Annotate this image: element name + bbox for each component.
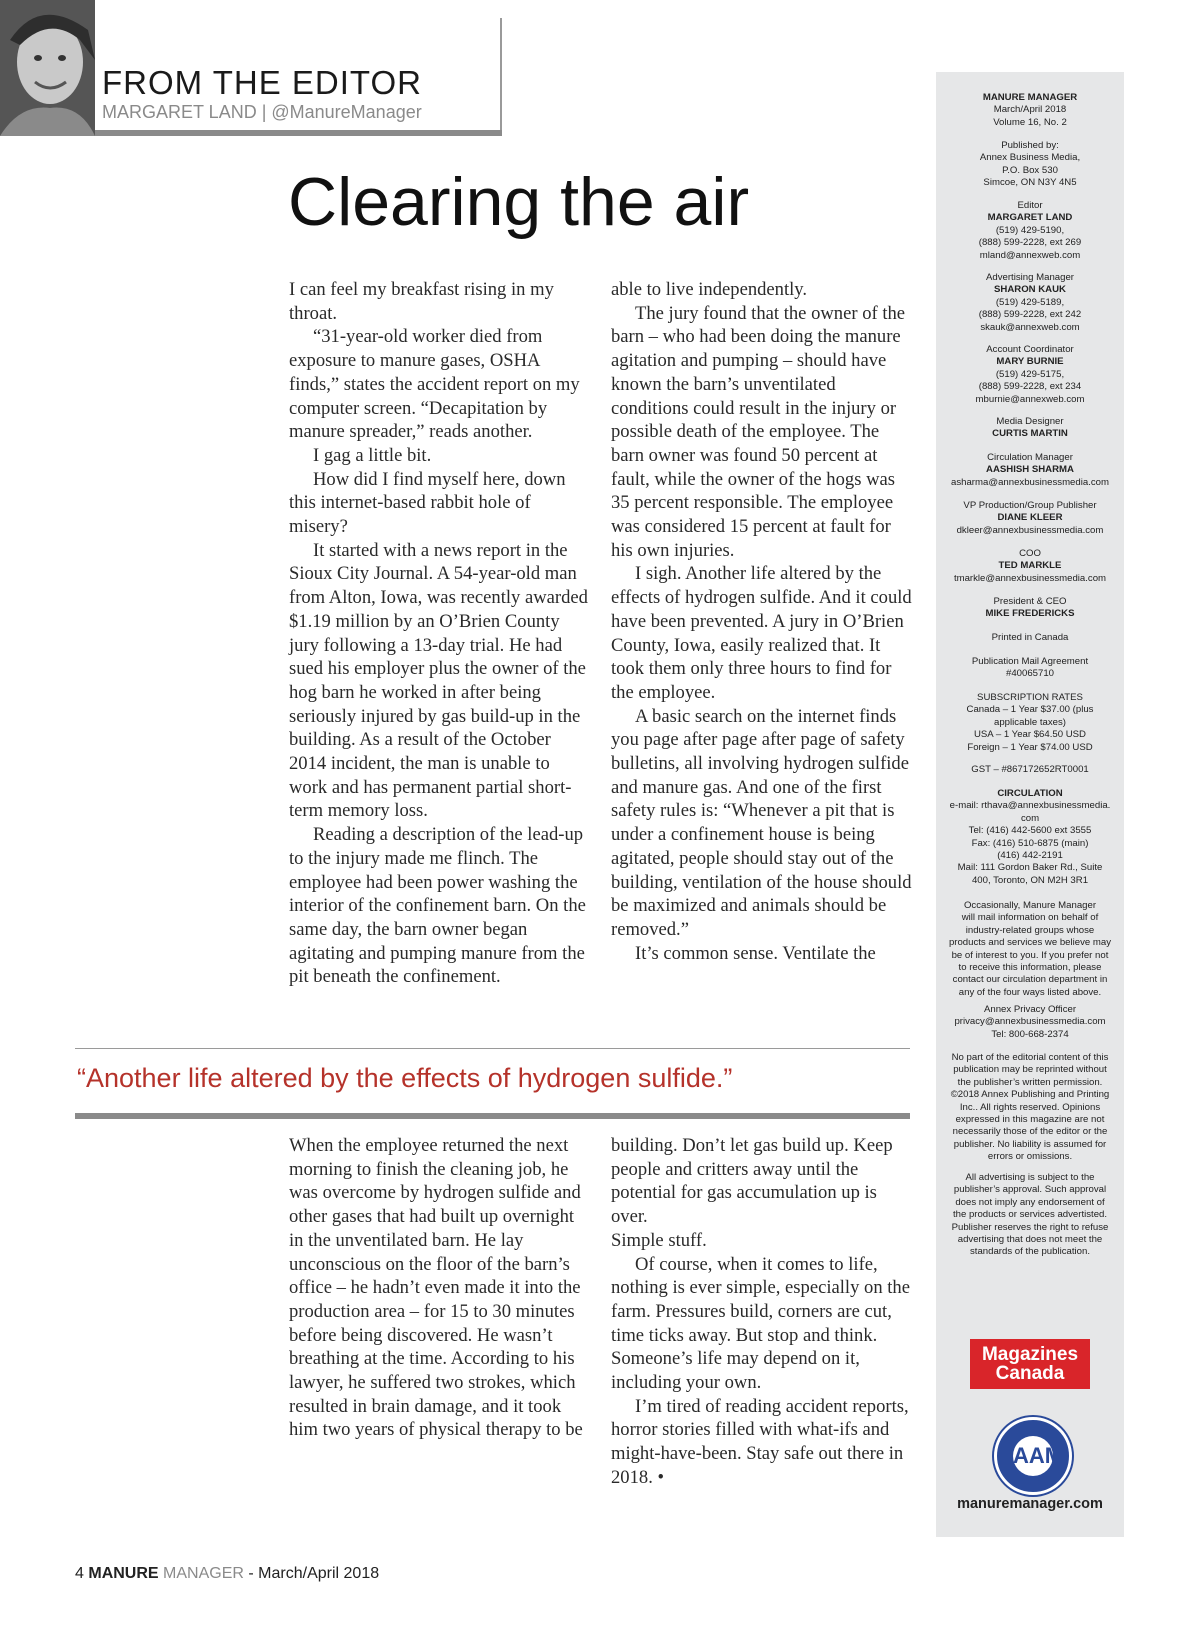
masthead-line: Media Designer [996,416,1064,427]
masthead-line: publisher’s approval. Such approval [953,1184,1107,1196]
masthead-line: publisher. No liability is assumed for [953,1138,1107,1150]
masthead-line: (519) 429-5190, [995,224,1065,236]
pullquote-top-rule [75,1048,910,1049]
masthead-line: Foreign – 1 Year $74.00 USD [967,741,1093,753]
masthead-line: (888) 599-2228, ext 242 [978,309,1082,321]
masthead-line: Mail: 111 Gordon Baker Rd., Suite [957,862,1103,874]
masthead-line: mland@annexweb.com [979,249,1081,261]
masthead-line: Tel: 800-668-2374 [991,1028,1069,1040]
masthead-block [942,200,1118,262]
masthead-block [942,92,1118,129]
masthead-line: mburnie@annexweb.com [975,393,1085,405]
masthead-block [942,416,1118,441]
headline: Clearing the air [288,164,750,240]
article-paragraph: Simple stuff. [611,1229,707,1251]
masthead-block [942,900,1118,999]
masthead-block [942,596,1118,621]
masthead-line: Circulation Manager [987,452,1073,463]
masthead-block [942,656,1118,681]
masthead-line: Simcoe, ON N3Y 4N5 [983,177,1077,189]
article-column-1 [289,278,589,989]
masthead-line: (416) 442-2191 [997,850,1063,862]
masthead-line: Publication Mail Agreement [971,656,1089,667]
masthead-line: DIANE KLEER [997,512,1063,524]
masthead-line: industry-related groups whose [965,924,1095,936]
masthead-line: privacy@annexbusinessmedia.com [954,1016,1106,1028]
masthead-line: Annex Privacy Officer [983,1004,1077,1015]
masthead-line: No part of the editorial content of this [951,1052,1109,1063]
masthead-block [942,1172,1118,1259]
masthead-block [942,500,1118,537]
masthead-line: (519) 429-5189, [995,296,1065,308]
article-column-4 [611,1134,913,1490]
masthead-line: Volume 16, No. 2 [993,116,1067,128]
article-paragraph: How did I find myself here, down this internet-based rabbit hole of misery? [289,468,566,538]
masthead-line: TED MARKLE [998,560,1062,572]
masthead-line: be of interest to you. If you prefer not [951,949,1109,961]
masthead-line: publication may be reprinted without [953,1064,1107,1076]
masthead-block [942,140,1118,190]
masthead-line: March/April 2018 [993,104,1067,116]
masthead-line: Inc.. All rights reserved. Opinions [959,1101,1101,1113]
masthead-block [942,344,1118,406]
masthead-line: AASHISH SHARMA [986,464,1074,476]
aam-certified-seal-icon [994,1417,1072,1495]
aam-seal-mark: AAM [1013,1436,1053,1476]
article-paragraph: It’s common sense. Ventilate the [635,942,876,964]
masthead-line: Publisher reserves the right to refuse [951,1221,1109,1233]
masthead-line: contact our circulation department in [952,974,1108,986]
masthead-line: P.O. Box 530 [1002,164,1058,176]
masthead-line: Tel: (416) 442-5600 ext 3555 [968,825,1092,837]
masthead-line: standards of the publication. [969,1246,1090,1258]
masthead-line: to receive this information, please [958,962,1102,974]
page-number: 4 [75,1565,84,1582]
masthead-line: SUBSCRIPTION RATES [977,692,1083,703]
masthead-sidebar [936,72,1124,1537]
masthead-block [942,452,1118,489]
article-column-3 [289,1134,589,1442]
masthead-line: errors or omissions. [987,1151,1073,1163]
masthead-line: Occasionally, Manure Manager [963,900,1097,911]
masthead-line: Advertising Manager [986,272,1074,283]
masthead-block [942,548,1118,585]
masthead-line: products and services we believe may [948,937,1112,949]
masthead-line: does not imply any endorsement of [955,1196,1105,1208]
masthead-block [942,632,1118,644]
masthead-line: MARGARET LAND [987,212,1073,224]
article-paragraph: able to live independently. [611,279,808,300]
masthead-line: #40065710 [1005,668,1055,680]
masthead-line: e-mail: rthava@annexbusinessmedia. [949,800,1111,812]
masthead-line: CIRCULATION [997,788,1063,799]
masthead-line: Fax: (416) 510-6875 (main) [971,837,1089,849]
masthead-line: skauk@annexweb.com [980,321,1080,333]
footer-brand-light: MANAGER [163,1565,244,1582]
masthead-line: (888) 599-2228, ext 269 [978,237,1082,249]
masthead-line: Editor [1017,200,1043,211]
masthead-block [942,764,1118,776]
masthead-line: com [1020,812,1040,824]
article-paragraph: Reading a description of the lead-up to the injury made me flinch. The employee had been power washing the interior of the confinement barn. On the same day, the barn owner began agitating and pumping manure from the pit beneath the confinement. [289,824,586,988]
article-paragraph: I’m tired of reading accident reports, horror stories filled with what-ifs and might-have-been. Stay safe out there in 2018. • [611,1395,909,1488]
editor-portrait-icon [0,0,95,136]
masthead-line: the publisher’s written permission. [957,1076,1103,1088]
masthead-block [942,1052,1118,1164]
masthead-line: MIKE FREDERICKS [985,608,1075,620]
masthead-line: President & CEO [993,596,1067,607]
masthead-line: Account Coordinator [986,344,1074,355]
masthead-url: manuremanager.com [957,1496,1103,1512]
masthead-line: GST – #867172652RT0001 [971,764,1089,775]
page-footer [75,1565,379,1583]
masthead-line: tmarkle@annexbusinessmedia.com [953,572,1107,584]
masthead-line: (888) 599-2228, ext 234 [978,381,1082,393]
masthead-line: Annex Business Media, [979,152,1081,164]
masthead-line: applicable taxes) [994,716,1066,728]
footer-issue: - March/April 2018 [248,1565,380,1582]
masthead-line: Printed in Canada [991,632,1069,643]
article-paragraph: It started with a news report in the Sioux City Journal. A 54-year-old man from Alton, Iowa, was recently awarded $1.19 million by an O’Brien County jury following a 13-day trial. He had sued his employer plus the owner of the hog barn he worked in after being seriously injured by gas build-up in the building. As a result of the October 2014 incident, the man is unable to work and has permanent partial short-term memory loss. [289,539,588,822]
section-title: FROM THE EDITOR [102,64,422,101]
masthead-line: SHARON KAUK [994,284,1066,296]
article-paragraph: “31-year-old worker died from exposure to manure gases, OSHA finds,” states the accident report on my computer screen. “Decapitation by manure spreader,” reads another. [289,326,580,443]
masthead-line: advertising that does not meet the [957,1234,1103,1246]
masthead-line: ©2018 Annex Publishing and Printing [950,1089,1110,1101]
masthead-line: will mail information on behalf of [961,912,1099,924]
article-paragraph: I gag a little bit. [313,444,432,466]
header-divider [500,18,502,136]
masthead-block [942,692,1118,754]
article-paragraph: I can feel my breakfast rising in my throat. [289,279,554,324]
masthead-line: Canada – 1 Year $37.00 (plus [966,704,1094,716]
masthead-line: asharma@annexbusinessmedia.com [951,476,1109,488]
byline: MARGARET LAND | @ManureManager [102,102,422,122]
article-paragraph: Of course, when it comes to life, nothing is ever simple, especially on the farm. Pressures build, corners are cut, time ticks away. But stop and think. Someone’s life may depend on it, including your own. [611,1253,910,1394]
masthead-block [942,1004,1118,1041]
header-rule [95,130,502,136]
article-paragraph: The jury found that the owner of the barn – who had been doing the manure agitation and pumping – should have known the barn’s unventilated conditions could result in the injury or possible death of the employee. The barn owner was found 50 percent at fault, while the owner of the hogs was 35 percent responsible. The employee was considered 15 percent at fault for his own injuries. [611,302,906,561]
masthead-line: expressed in this magazine are not [955,1114,1105,1126]
masthead-line: CURTIS MARTIN [992,428,1068,440]
masthead-line: any of the four ways listed above. [958,986,1102,998]
masthead-line: Published by: [1001,140,1059,151]
masthead-line: MARY BURNIE [996,356,1064,368]
masthead-line: necessarily those of the editor or the [952,1126,1108,1138]
editor-photo [0,0,95,136]
masthead-line: COO [1019,548,1041,559]
masthead-line: the products or services advertisted. [952,1209,1108,1221]
footer-brand-bold: MANURE [88,1565,159,1582]
article-paragraph: building. Don’t let gas build up. Keep people and critters away until the potential for gas accumulation up is over. [611,1135,893,1228]
article-paragraph: A basic search on the internet finds you page after page after page of safety bulletins, all involving hydrogen sulfide and manure gas. And one of the first safety rules is: “Whenever a pit that is under a confinement house is being agitated, people should stay out of the building, ventilation of the house should be maximized and animals should be removed.” [611,705,912,940]
article-paragraph: When the employee returned the next morning to finish the cleaning job, he was overcome by hydrogen sulfide and other gases that had built up overnight in the unventilated barn. He lay unconscious on the floor of the barn’s office – he hadn’t even made it into the production area – for 15 to 30 minutes before being discovered. He wasn’t breathing at the time. According to his lawyer, he suffered two strokes, which resulted in brain damage, and it took him two years of physical therapy to be [289,1135,583,1441]
masthead-line: VP Production/Group Publisher [963,500,1097,511]
masthead-line: USA – 1 Year $64.50 USD [973,729,1086,741]
article-paragraph: I sigh. Another life altered by the effects of hydrogen sulfide. And it could have been prevented. A jury in O’Brien County, Iowa, easily realized that. It took them only three hours to find for the employee. [611,563,912,703]
pull-quote: “Another life altered by the effects of hydrogen sulfide.” [77,1063,733,1093]
magazines-canada-logo: Magazines Canada [970,1339,1090,1389]
pullquote-bottom-rule [75,1113,910,1119]
masthead-line: dkleer@annexbusinessmedia.com [956,524,1104,536]
masthead-line: 400, Toronto, ON M2H 3R1 [971,874,1089,886]
masthead-block [942,788,1118,887]
masthead-line: MANURE MANAGER [982,92,1078,103]
masthead-block [942,272,1118,334]
article-column-2 [611,278,913,965]
masthead-line: (519) 429-5175, [995,368,1065,380]
masthead-line: All advertising is subject to the [965,1172,1095,1183]
